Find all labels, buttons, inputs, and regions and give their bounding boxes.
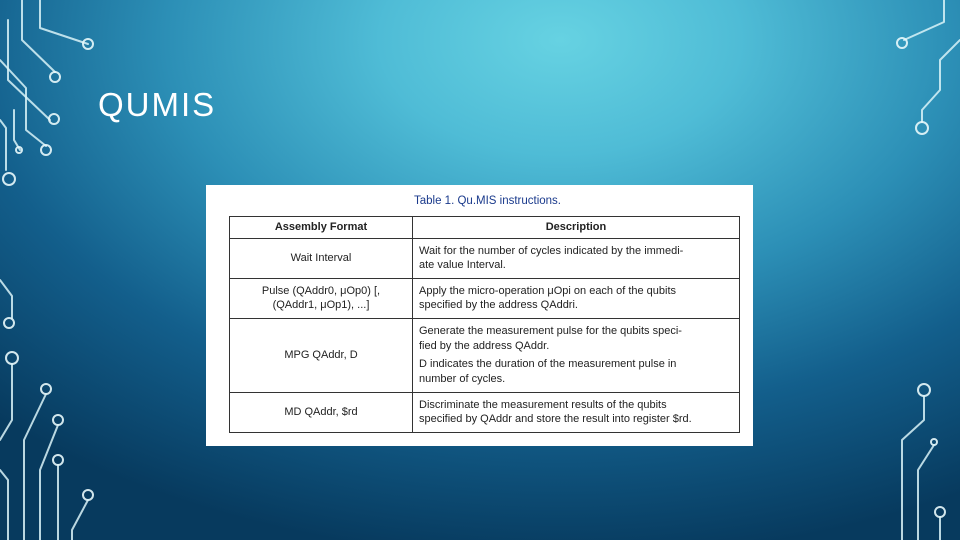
format-line: MD QAddr, $rd: [284, 405, 358, 418]
circuit-trace: [14, 110, 20, 150]
circuit-trace: [0, 364, 12, 440]
table-row: [230, 278, 740, 318]
column-header-description: Description: [413, 217, 740, 239]
circuit-node: [4, 318, 14, 328]
circuit-trace: [0, 280, 12, 318]
table-header-row: [230, 217, 740, 239]
circuit-trace: [0, 60, 46, 146]
circuit-trace: [918, 445, 934, 540]
circuit-node: [41, 145, 51, 155]
circuit-node: [41, 384, 51, 394]
format-line: (QAddr1, μOp1), ...]: [272, 299, 370, 311]
circuit-node: [83, 39, 93, 49]
column-header-assembly-format: Assembly Format: [230, 217, 413, 239]
table-row: [230, 238, 740, 278]
circuit-node: [935, 507, 945, 517]
circuit-node: [916, 122, 928, 134]
circuit-trace: [904, 0, 944, 40]
circuit-trace: [40, 0, 88, 44]
description-line: specified by the address QAddri.: [419, 299, 578, 311]
format-line: Pulse (QAddr0, μOp0) [,: [261, 284, 381, 297]
circuit-trace: [22, 0, 55, 72]
format-line: MPG QAddr, D: [284, 348, 358, 361]
circuit-trace: [72, 500, 88, 540]
table-image: [206, 185, 753, 446]
circuit-node: [53, 415, 63, 425]
description-cell: [413, 278, 740, 318]
circuit-node: [918, 384, 930, 396]
circuit-node: [50, 72, 60, 82]
circuit-node: [49, 114, 59, 124]
circuit-trace: [902, 396, 924, 540]
table-row: [230, 318, 740, 392]
assembly-format-cell: [230, 238, 413, 278]
assembly-format-cell: [230, 278, 413, 318]
circuit-node: [3, 173, 15, 185]
description-line: Wait for the number of cycles indicated by the immedi-: [419, 244, 684, 257]
circuit-trace: [0, 120, 6, 170]
assembly-format-cell: [230, 392, 413, 432]
description-cell: [413, 392, 740, 432]
assembly-format-cell: [230, 318, 413, 392]
circuit-trace: [0, 470, 8, 540]
description-line: Discriminate the measurement results of the qubits: [419, 398, 667, 411]
circuit-trace: [8, 20, 50, 120]
circuit-node: [53, 455, 63, 465]
description-line: number of cycles.: [419, 372, 506, 385]
circuit-node: [83, 490, 93, 500]
description-line: specified by QAddr and store the result into register $rd.: [419, 413, 692, 425]
circuit-trace: [24, 394, 46, 540]
description-line: fied by the address QAddr.: [419, 339, 550, 352]
description-line: Apply the micro-operation μOpi on each of the qubits: [419, 284, 677, 297]
description-line: D indicates the duration of the measurement pulse in: [419, 358, 677, 370]
format-line: Wait Interval: [290, 251, 352, 264]
table-row: [230, 392, 740, 432]
slide-title: QUMIS: [98, 86, 217, 123]
circuit-trace: [40, 425, 58, 540]
circuit-node: [16, 147, 22, 153]
circuit-node: [897, 38, 907, 48]
circuit-node: [6, 352, 18, 364]
circuit-trace: [922, 40, 960, 122]
table-caption: Table 1. Qu.MIS instructions.: [414, 195, 562, 207]
description-line: Generate the measurement pulse for the qubits speci-: [419, 325, 682, 337]
description-cell: [413, 238, 740, 278]
circuit-node: [931, 439, 937, 445]
instructions-table: [229, 216, 740, 433]
description-line: ate value Interval.: [419, 259, 506, 271]
description-cell: [413, 318, 740, 392]
